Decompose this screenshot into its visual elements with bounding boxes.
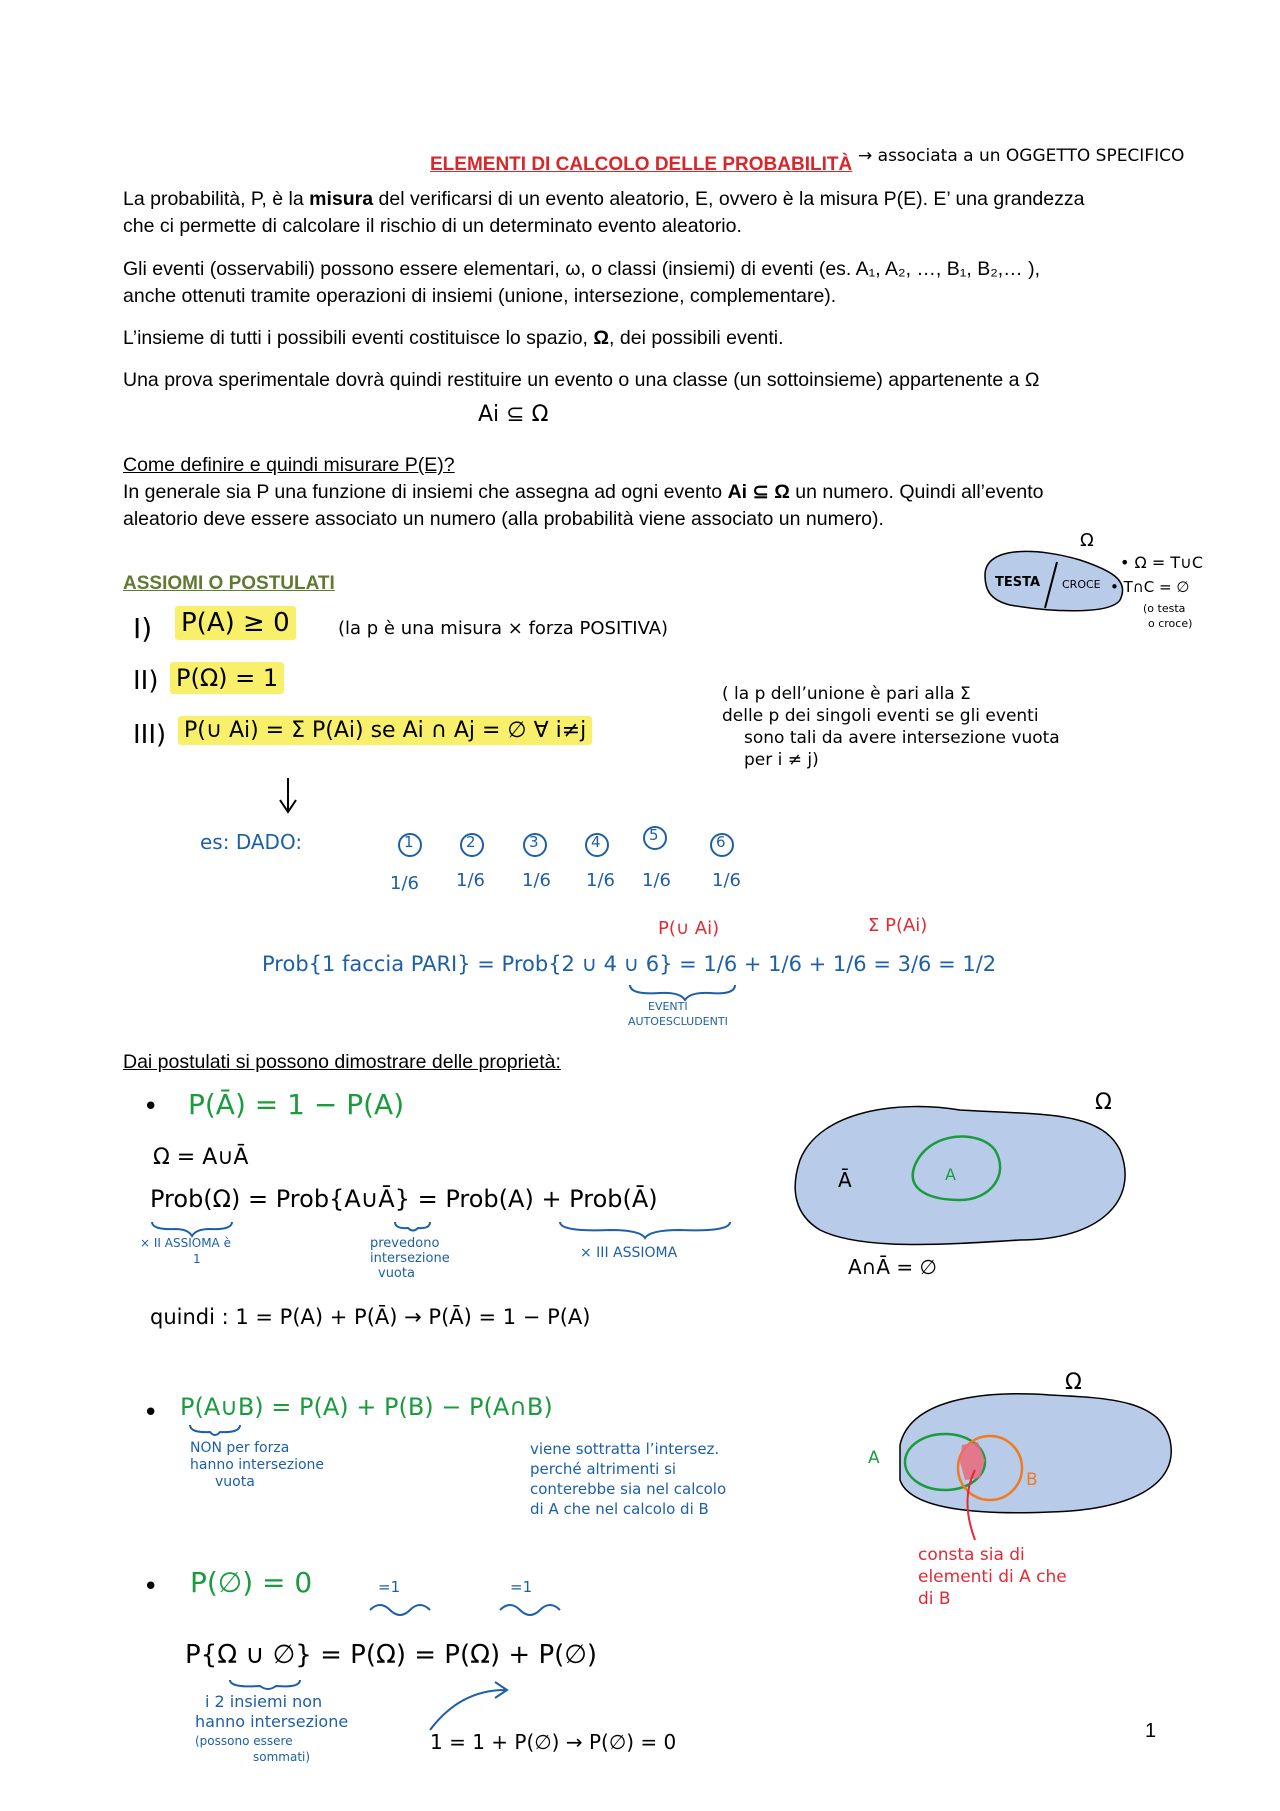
p1-bold: misura — [309, 188, 374, 210]
squiggle — [500, 1605, 560, 1615]
q-subset: Ai ⊆ Ω — [727, 481, 790, 503]
die-prob: 1/6 — [456, 870, 485, 891]
prop-2-note-1a: NON per forza — [190, 1440, 290, 1456]
die-face: 4 — [591, 833, 601, 851]
axiom-1 — [175, 608, 296, 638]
axiom-3-note-line: sono tali da avere intersezione vuota — [744, 728, 1060, 748]
axiom-3-note — [722, 683, 1060, 771]
prop-2-red-note-b: elementi di A che — [918, 1567, 1067, 1587]
axiom-1-formula: P(A) ≥ 0 — [175, 606, 296, 640]
bullet: • — [143, 1572, 159, 1602]
venn-2-omega: Ω — [1065, 1370, 1082, 1395]
prop-1-title: P(Ā) = 1 − P(A) — [188, 1088, 405, 1121]
q-text-a: In generale sia P una funzione di insiemi che assegna ad ogni evento — [123, 481, 723, 503]
die-face: 2 — [466, 833, 476, 851]
prop-3-eq-1: =1 — [378, 1578, 401, 1596]
underbrace — [152, 1222, 232, 1236]
bullet: • — [143, 1092, 159, 1122]
axiom-2-number: II) — [133, 666, 159, 696]
question-heading: Come definire e quindi misurare P(E)? — [123, 454, 455, 476]
venn-1-a: A — [945, 1165, 956, 1184]
paragraph-question — [123, 452, 1044, 533]
dice-psum: Σ P(Ai) — [868, 915, 928, 936]
p3-text-a: L’insieme di tutti i possibili eventi costituisce lo spazio, — [123, 327, 588, 349]
prop-2-red-note-a: consta sia di — [918, 1545, 1025, 1565]
p1-text-b: del verificarsi di un evento aleatorio, E, ovvero è la misura P(E). E’ una grandezza — [378, 188, 1085, 210]
prop-2-note-2b: perché altrimenti si — [530, 1460, 677, 1478]
die-face: 5 — [649, 826, 659, 844]
q-text-c: aleatorio deve essere associato un numero (alla probabilità viene associato un numero). — [123, 508, 884, 530]
prop-2-red-note-c: di B — [918, 1589, 951, 1609]
prop-3-eq-2: =1 — [510, 1578, 533, 1596]
prop-3-note-1d: sommati) — [253, 1750, 311, 1764]
prop-3-note-1a: i 2 insiemi non — [205, 1692, 323, 1711]
prop-1-note-2b: intersezione — [370, 1251, 450, 1266]
paragraph-2 — [123, 256, 1040, 310]
underbrace — [190, 1425, 240, 1435]
omega-symbol: Ω — [593, 327, 610, 349]
p2-text-a: Gli eventi (osservabili) possono essere elementari, ω, o classi (insiemi) di eventi (es. A₁, A₂, …, B₁, B₂,… ), — [123, 258, 1041, 280]
p3-text-b: , dei possibili eventi. — [609, 327, 784, 349]
die-face: 6 — [716, 833, 726, 851]
prop-2-note-2a: viene sottratta l’intersez. — [530, 1440, 720, 1458]
axiom-3-formula: P(∪ Ai) = Σ P(Ai) se Ai ∩ Aj = ∅ ∀ i≠j — [178, 716, 592, 745]
q-text-b: un numero. Quindi all’evento — [795, 481, 1044, 503]
paragraph-3 — [123, 325, 784, 352]
dice-formula: Prob{1 faccia PARI} = Prob{2 ∪ 4 ∪ 6} = 1/6 + 1/6 + 1/6 = 3/6 = 1/2 — [262, 952, 997, 976]
bullet: • — [143, 1398, 159, 1428]
dice-label: es: DADO: — [200, 830, 303, 854]
venn-2-a: A — [868, 1448, 880, 1468]
die-prob: 1/6 — [586, 870, 615, 891]
axiom-1-note: (la p è una misura × forza POSITIVA) — [338, 618, 669, 639]
venn-1-abar: Ā — [838, 1168, 852, 1192]
coin-note-3: (o testa — [1143, 602, 1186, 615]
underbrace — [560, 1222, 730, 1238]
prop-2-note-2d: di A che nel calcolo di B — [530, 1500, 709, 1518]
coin-testa: TESTA — [995, 575, 1041, 590]
underbrace — [395, 1222, 430, 1231]
prop-1-note-3: × III ASSIOMA — [580, 1245, 678, 1261]
arrow-down-icon — [280, 778, 296, 812]
axioms-heading: ASSIOMI O POSTULATI — [123, 573, 335, 594]
die-face: 1 — [404, 833, 414, 851]
die-prob: 1/6 — [390, 873, 419, 894]
axiom-3 — [178, 718, 592, 743]
title-note: → associata a un OGGETTO SPECIFICO — [858, 146, 1185, 166]
prop-1-line-2: Prob(Ω) = Prob{A∪Ā} = Prob(A) + Prob(Ā) — [150, 1185, 658, 1213]
page-title: ELEMENTI DI CALCOLO DELLE PROBABILITÀ — [430, 154, 853, 175]
coin-croce: CROCE — [1062, 578, 1101, 591]
axiom-3-note-line: per i ≠ j) — [744, 750, 819, 770]
squiggle — [370, 1605, 430, 1615]
properties-heading: Dai postulati si possono dimostrare delle proprietà: — [123, 1051, 561, 1073]
die-prob: 1/6 — [522, 870, 551, 891]
coin-note-2: • T∩C = ∅ — [1110, 578, 1190, 596]
die-face: 3 — [529, 833, 539, 851]
page-number: 1 — [1145, 1720, 1157, 1742]
prop-3-title: P(∅) = 0 — [190, 1566, 313, 1599]
p2-text-b: anche ottenuti tramite operazioni di insiemi (unione, intersezione, complementare). — [123, 285, 837, 307]
axiom-2-formula: P(Ω) = 1 — [170, 662, 284, 694]
prop-1-line-3: quindi : 1 = P(A) + P(Ā) → P(Ā) = 1 − P(A) — [150, 1305, 591, 1329]
curved-arrow-icon — [430, 1682, 507, 1730]
venn-2-b: B — [1026, 1470, 1038, 1490]
p1-text-c: che ci permette di calcolare il rischio di un determinato evento aleatorio. — [123, 215, 742, 237]
axiom-3-number: III) — [133, 720, 167, 750]
prop-1-note-2c: vuota — [378, 1266, 415, 1281]
coin-note-4: o croce) — [1148, 617, 1193, 630]
axiom-3-note-line: delle p dei singoli eventi se gli eventi — [722, 706, 1039, 726]
axiom-2 — [170, 664, 284, 692]
prop-3-note-1b: hanno intersezione — [195, 1712, 349, 1731]
paragraph-1 — [123, 186, 1084, 240]
axiom-3-note-line: ( la p dell’unione è pari alla Σ — [722, 684, 971, 704]
prop-1-line-1: Ω = A∪Ā — [153, 1145, 249, 1170]
omega-set-blob-2 — [900, 1394, 1171, 1513]
underbrace — [230, 1680, 300, 1689]
prop-2-note-1c: vuota — [215, 1474, 255, 1490]
prop-3-note-1c: (possono essere — [195, 1734, 293, 1748]
venn-1-omega: Ω — [1095, 1090, 1112, 1115]
p1-text-a: La probabilità, P, è la — [123, 188, 304, 210]
coin-note-1: • Ω = T∪C — [1120, 553, 1203, 572]
venn-1-disjoint: A∩Ā = ∅ — [848, 1255, 937, 1279]
die-prob: 1/6 — [642, 870, 671, 891]
hw-subset: Ai ⊆ Ω — [478, 402, 549, 427]
prop-2-title: P(A∪B) = P(A) + P(B) − P(A∩B) — [180, 1393, 553, 1421]
prop-1-note-2a: prevedono — [370, 1236, 440, 1251]
prop-3-line-2: 1 = 1 + P(∅) → P(∅) = 0 — [430, 1730, 677, 1754]
coin-omega-label: Ω — [1080, 530, 1094, 551]
prop-3-line-1: P{Ω ∪ ∅} = P(Ω) = P(Ω) + P(∅) — [185, 1640, 598, 1670]
dice-punion: P(∪ Ai) — [658, 918, 720, 939]
die-prob: 1/6 — [712, 870, 741, 891]
axiom-1-number: I) — [133, 612, 153, 645]
paragraph-4: Una prova sperimentale dovrà quindi restituire un evento o una classe (un sottoinsieme) appartenente a Ω — [123, 369, 1040, 391]
underbrace — [630, 985, 735, 1000]
prop-1-note-1a: × II ASSIOMA è — [140, 1236, 231, 1250]
prop-2-note-2c: conterebbe sia nel calcolo — [530, 1480, 727, 1498]
dice-eventi-2: AUTOESCLUDENTI — [628, 1015, 728, 1028]
prop-1-note-1b: 1 — [193, 1252, 201, 1266]
dice-eventi-1: EVENTI — [648, 1000, 688, 1013]
prop-2-note-1b: hanno intersezione — [190, 1457, 325, 1473]
